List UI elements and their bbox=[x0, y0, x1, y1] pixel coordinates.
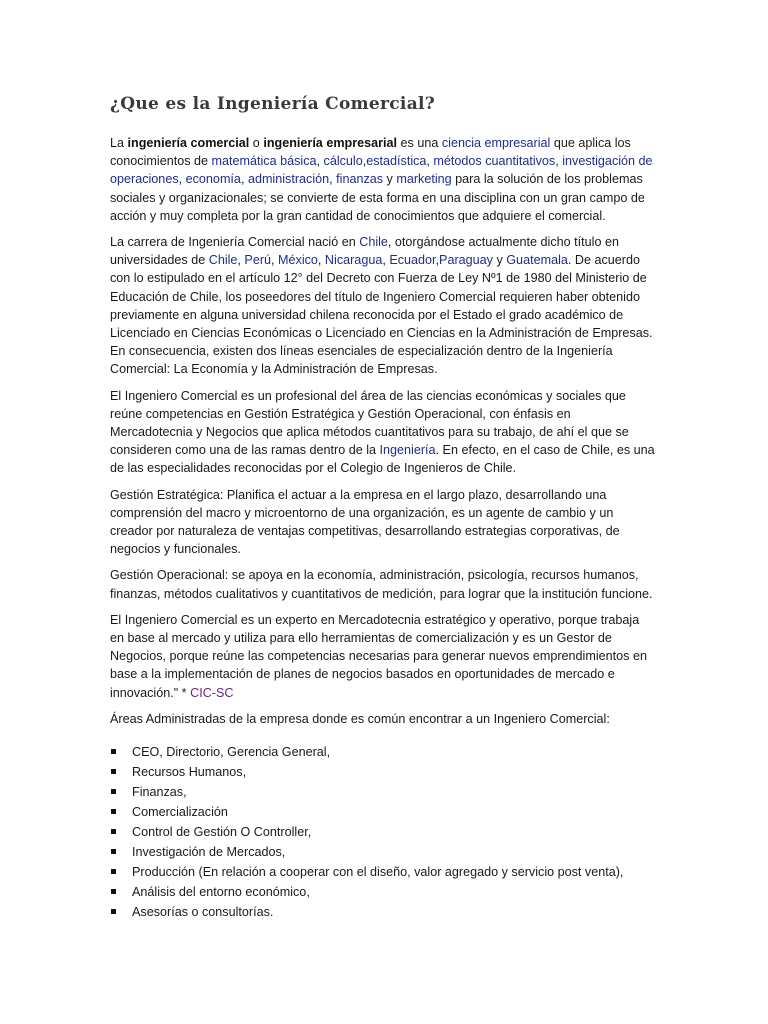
text: , bbox=[237, 253, 245, 268]
document-page bbox=[110, 92, 655, 922]
link-ecuador[interactable]: Ecuador bbox=[389, 253, 436, 268]
link-paraguay[interactable]: Paraguay bbox=[439, 253, 493, 268]
text: para la solución de los problemas sociales y organizacionales; se convierte de esta forma en una disciplina con un gran campo de acción y muy completa por la gran cantidad de conocimientos que adquiere el comercial. bbox=[110, 172, 645, 223]
list-item: Asesorías o consultorías. bbox=[110, 902, 655, 922]
paragraph-definition bbox=[110, 134, 655, 225]
bold-term: ingeniería empresarial bbox=[263, 136, 398, 150]
text: , bbox=[426, 154, 434, 169]
link-nicaragua[interactable]: Nicaragua bbox=[324, 253, 383, 268]
text: y bbox=[492, 253, 507, 268]
text: La carrera de Ingeniería Comercial nació en bbox=[110, 235, 360, 250]
link-ingenieria[interactable]: Ingeniería bbox=[379, 443, 436, 458]
text: . De acuerdo con lo estipulado en el artículo 12° del Decreto con Fuerza de Ley Nº1 de 1980 del Ministerio de Educación de Chile, los poseedores del título de Ingeniero Comercial requieren haber obtenido previamente en alguna universidad chilena reconocida por el Estado el grado académico de Licenciado en Ciencias Económicas o Licenciado en Ciencias en la Administración de Empresas. En consecuencia, existen dos líneas esenciales de especialización dentro de la Ingeniería Comercial: La Economía y la Administración de Empresas. bbox=[110, 253, 653, 377]
paragraph-expert bbox=[110, 611, 655, 702]
text: es una bbox=[397, 136, 442, 150]
square-bullet-icon bbox=[111, 829, 116, 834]
square-bullet-icon bbox=[111, 809, 116, 814]
page-title: ¿Que es la Ingeniería Comercial? bbox=[110, 94, 436, 114]
text: que aplica los conocimientos de bbox=[110, 136, 631, 169]
areas-list bbox=[110, 742, 655, 922]
square-bullet-icon bbox=[111, 909, 116, 914]
list-item: Comercialización bbox=[110, 802, 655, 822]
square-bullet-icon bbox=[111, 789, 116, 794]
link-matematica-basica[interactable]: matemática básica bbox=[211, 154, 317, 169]
text: El Ingeniero Comercial es un profesional del área de las ciencias económicas y sociales que reúne competencias en Gestión Estratégica y Gestión Operacional, con énfasis en Mercadotecnia y Negocios que aplica métodos cuantitativos para su trabajo, de ahí el que se consideren como una de las ramas dentro de la bbox=[110, 388, 629, 458]
text: , bbox=[555, 154, 563, 169]
text: o bbox=[249, 136, 264, 150]
text: , bbox=[271, 253, 279, 268]
text: , bbox=[178, 172, 186, 187]
link-estadistica[interactable]: estadística bbox=[366, 154, 427, 169]
text: , otorgándose actualmente dicho título en universidades de bbox=[110, 235, 619, 268]
link-chile[interactable]: Chile bbox=[359, 235, 388, 250]
link-administracion[interactable]: administración bbox=[247, 172, 330, 187]
square-bullet-icon bbox=[111, 849, 116, 854]
list-item: Análisis del entorno económico, bbox=[110, 882, 655, 902]
paragraph-history bbox=[110, 233, 655, 379]
text: La bbox=[110, 136, 128, 150]
text: , bbox=[435, 253, 440, 268]
text: , bbox=[362, 154, 367, 169]
paragraph-areas-intro: Áreas Administradas de la empresa donde es común encontrar a un Ingeniero Comercial: bbox=[110, 711, 610, 726]
square-bullet-icon bbox=[111, 749, 116, 754]
link-mexico[interactable]: México bbox=[278, 253, 318, 268]
list-item: CEO, Directorio, Gerencia General, bbox=[110, 742, 655, 762]
text: , bbox=[316, 154, 324, 169]
link-ciencia-empresarial[interactable]: ciencia empresarial bbox=[441, 136, 551, 150]
square-bullet-icon bbox=[111, 889, 116, 894]
list-item: Finanzas, bbox=[110, 782, 655, 802]
link-peru[interactable]: Perú bbox=[244, 253, 272, 268]
paragraph-gestion-operacional: Gestión Operacional: se apoya en la economía, administración, psicología, recursos humanos, finanzas, métodos cualitativos y cuantitativos de medición, para lograr que la institución funcione. bbox=[110, 568, 653, 601]
link-finanzas[interactable]: finanzas bbox=[336, 172, 384, 187]
link-investigacion-de-operaciones[interactable]: investigación de operaciones bbox=[110, 154, 653, 187]
bold-term: ingeniería comercial bbox=[127, 136, 250, 150]
link-cic-sc[interactable]: CIC-SC bbox=[190, 685, 234, 700]
link-economia[interactable]: economía bbox=[185, 172, 241, 187]
text: . En efecto, en el caso de Chile, es una de las especialidades reconocidas por el Colegio de Ingenieros de Chile. bbox=[110, 443, 655, 476]
list-item: Recursos Humanos, bbox=[110, 762, 655, 782]
link-metodos-cuantitativos[interactable]: métodos cuantitativos bbox=[433, 154, 556, 169]
link-guatemala[interactable]: Guatemala bbox=[506, 253, 568, 268]
list-item: Producción (En relación a cooperar con el diseño, valor agregado y servicio post venta), bbox=[110, 862, 655, 882]
list-item: Control de Gestión O Controller, bbox=[110, 822, 655, 842]
text: , bbox=[317, 253, 325, 268]
link-marketing[interactable]: marketing bbox=[396, 172, 452, 187]
paragraph-profile bbox=[110, 387, 655, 478]
paragraph-gestion-estrategica: Gestión Estratégica: Planifica el actuar a la empresa en el largo plazo, desarrollando una comprensión del macro y microentorno de una organización, es un agente de cambio y un creador por naturaleza de ventajas competitivas, desarrollando estrategias corporativas, de negocios y funcionales. bbox=[110, 487, 620, 557]
text: , bbox=[382, 253, 390, 268]
square-bullet-icon bbox=[111, 869, 116, 874]
list-item: Investigación de Mercados, bbox=[110, 842, 655, 862]
text: El Ingeniero Comercial es un experto en Mercadotecnia estratégico y operativo, porque trabaja en base al mercado y utiliza para ello herramientas de comercialización y es un Gestor de Negocios, porque reúne las competencias necesarias para generar nuevos emprendimientos en base a la implementación de planes de negocios basados en oportunidades de mercado e innovación." * bbox=[110, 612, 647, 700]
link-calculo[interactable]: cálculo bbox=[323, 154, 363, 169]
text: , bbox=[240, 172, 248, 187]
square-bullet-icon bbox=[111, 769, 116, 774]
link-chile-2[interactable]: Chile bbox=[208, 253, 238, 268]
text: , bbox=[329, 172, 337, 187]
text: y bbox=[383, 172, 397, 187]
